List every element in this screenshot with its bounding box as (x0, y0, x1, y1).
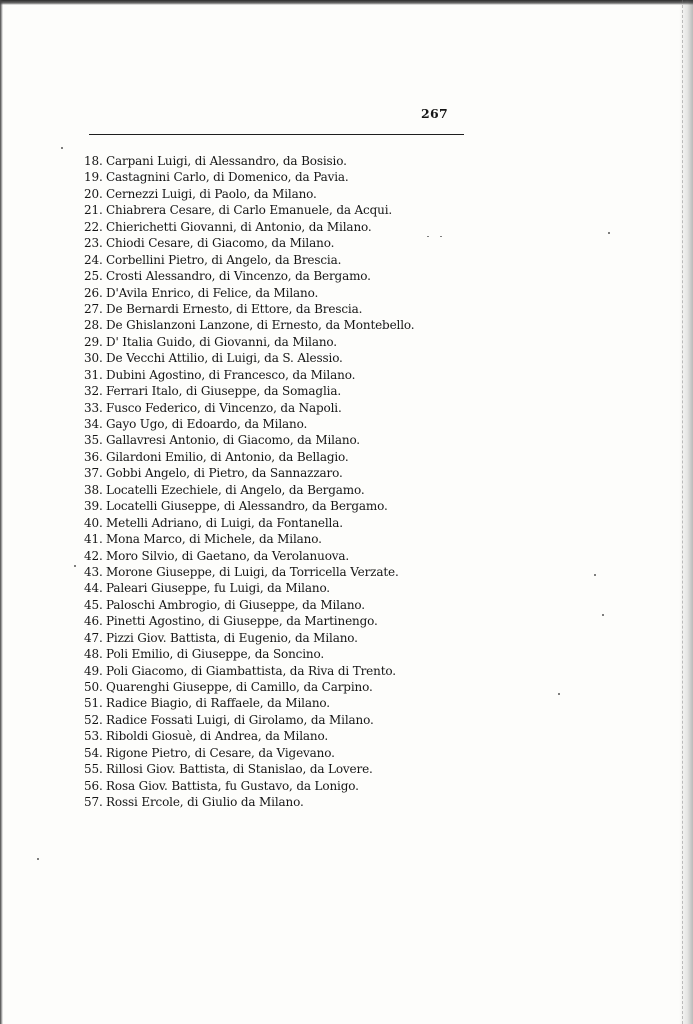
entry-text: Paleari Giuseppe, fu Luigi, da Milano. (106, 581, 330, 596)
list-item (84, 794, 414, 810)
entry-number: 36. (84, 449, 103, 464)
entry-text: Cernezzi Luigi, di Paolo, da Milano. (106, 186, 317, 201)
list-item (84, 252, 414, 268)
list-item (84, 202, 414, 218)
list-item (84, 695, 414, 711)
entry-text: Metelli Adriano, di Luigi, da Fontanella. (106, 515, 343, 530)
scan-speck (74, 565, 76, 567)
entry-text: Gallavresi Antonio, di Giacomo, da Milano. (106, 433, 360, 448)
entry-number: 29. (84, 334, 103, 349)
list-item (84, 285, 414, 301)
list-item (84, 778, 414, 794)
list-item (84, 630, 414, 646)
entry-text: Locatelli Ezechiele, di Angelo, da Bergamo. (106, 482, 365, 497)
entry-number: 32. (84, 384, 103, 399)
entry-text: Mona Marco, di Michele, da Milano. (106, 532, 322, 547)
list-item (84, 498, 414, 514)
scan-speck (608, 232, 610, 234)
entry-text: Gayo Ugo, di Edoardo, da Milano. (106, 417, 308, 431)
entry-text: Riboldi Giosuè, di Andrea, da Milano. (106, 729, 329, 744)
list-item (84, 663, 414, 679)
entry-number: 25. (84, 269, 103, 284)
entry-text: Paloschi Ambrogio, di Giuseppe, da Milano. (106, 597, 365, 612)
entry-number: 54. (84, 745, 103, 760)
entry-text: Fusco Federico, di Vincenzo, da Napoli. (106, 400, 342, 415)
list-item (84, 712, 414, 728)
entry-text: Corbellini Pietro, di Angelo, da Brescia. (106, 252, 342, 267)
entry-number: 45. (84, 597, 103, 612)
scan-speck (558, 693, 560, 695)
entry-text: Poli Emilio, di Giuseppe, da Soncino. (106, 647, 325, 662)
entry-text: Chierichetti Giovanni, di Antonio, da Milano. (106, 219, 372, 234)
entry-text: Quarenghi Giuseppe, di Camillo, da Carpino. (106, 680, 373, 694)
entry-text: Gobbi Angelo, di Pietro, da Sannazzaro. (106, 466, 343, 481)
entry-number: 41. (84, 532, 103, 547)
entry-number: 55. (84, 762, 103, 777)
entry-number: 30. (84, 351, 103, 366)
entry-number: 35. (84, 433, 103, 448)
entry-number: 40. (84, 515, 103, 530)
entry-text: Dubini Agostino, di Francesco, da Milano. (106, 367, 356, 382)
list-item (84, 597, 414, 613)
entry-number: 48. (84, 647, 103, 662)
entry-text: De Bernardi Ernesto, di Ettore, da Brescia. (106, 301, 363, 316)
entry-number: 38. (84, 482, 103, 497)
entry-text: Rossi Ercole, di Giulio da Milano. (106, 795, 304, 810)
name-list (84, 153, 414, 811)
entry-text: De Ghislanzoni Lanzone, di Ernesto, da Montebello. (106, 318, 415, 333)
entry-text: Pizzi Giov. Battista, di Eugenio, da Milano. (106, 630, 358, 645)
entry-number: 53. (84, 729, 103, 744)
list-item (84, 350, 414, 366)
entry-number: 21. (84, 203, 103, 218)
entry-number: 33. (84, 400, 103, 415)
entry-number: 27. (84, 301, 103, 316)
list-item (84, 235, 414, 251)
scan-speck (594, 574, 596, 576)
list-item (84, 564, 414, 580)
entry-text: Carpani Luigi, di Alessandro, da Bosisio. (106, 154, 347, 168)
list-item (84, 219, 414, 235)
list-item (84, 449, 414, 465)
scan-left-edge (0, 0, 3, 1024)
list-item (84, 317, 414, 333)
list-item (84, 613, 414, 629)
list-item (84, 482, 414, 498)
entry-text: Poli Giacomo, di Giambattista, da Riva di Trento. (106, 663, 396, 678)
list-item (84, 153, 414, 169)
list-item (84, 745, 414, 761)
entry-number: 34. (84, 417, 103, 431)
list-item (84, 465, 414, 481)
list-item (84, 761, 414, 777)
list-item (84, 186, 414, 202)
entry-number: 43. (84, 564, 103, 579)
entry-number: 46. (84, 614, 103, 629)
entry-text: Radice Fossati Luigi, di Girolamo, da Milano. (106, 712, 374, 727)
list-item (84, 169, 414, 185)
entry-number: 23. (84, 236, 103, 251)
list-item (84, 548, 414, 564)
entry-number: 47. (84, 630, 103, 645)
entry-text: Locatelli Giuseppe, di Alessandro, da Bergamo. (106, 499, 388, 514)
entry-number: 37. (84, 466, 103, 481)
scan-speck (602, 614, 604, 616)
list-item (84, 416, 414, 432)
header-rule (89, 134, 464, 135)
scan-speck (440, 236, 442, 237)
entry-number: 28. (84, 318, 103, 333)
entry-number: 39. (84, 499, 103, 514)
scan-speck (427, 236, 429, 237)
list-item (84, 515, 414, 531)
scan-binding-line (682, 0, 684, 1024)
entry-number: 49. (84, 663, 103, 678)
list-item (84, 432, 414, 448)
entry-text: Chiabrera Cesare, di Carlo Emanuele, da Acqui. (106, 203, 393, 218)
list-item (84, 400, 414, 416)
entry-number: 26. (84, 285, 103, 300)
entry-text: Crosti Alessandro, di Vincenzo, da Bergamo. (106, 269, 371, 284)
scan-top-edge (0, 0, 693, 5)
entry-text: Moro Silvio, di Gaetano, da Verolanuova. (106, 548, 350, 563)
entry-number: 31. (84, 367, 103, 382)
scan-speck (61, 147, 63, 149)
list-item (84, 334, 414, 350)
entry-number: 42. (84, 548, 103, 563)
list-item (84, 679, 414, 695)
entry-text: Radice Biagio, di Raffaele, da Milano. (106, 696, 330, 711)
entry-number: 52. (84, 712, 103, 727)
entry-text: D'Avila Enrico, di Felice, da Milano. (106, 285, 319, 300)
entry-number: 51. (84, 696, 103, 711)
list-item (84, 580, 414, 596)
list-item (84, 268, 414, 284)
list-item (84, 383, 414, 399)
entry-number: 18. (84, 154, 103, 168)
entry-text: Pinetti Agostino, di Giuseppe, da Martinengo. (106, 614, 378, 629)
entry-text: Rosa Giov. Battista, fu Gustavo, da Lonigo. (106, 778, 359, 793)
entry-text: Castagnini Carlo, di Domenico, da Pavia. (106, 170, 349, 185)
entry-number: 50. (84, 680, 103, 694)
list-item (84, 646, 414, 662)
entry-number: 24. (84, 252, 103, 267)
entry-text: Rigone Pietro, di Cesare, da Vigevano. (106, 745, 335, 760)
entry-text: Gilardoni Emilio, di Antonio, da Bellagio. (106, 449, 349, 464)
entry-number: 20. (84, 186, 103, 201)
entry-text: Morone Giuseppe, di Luigi, da Torricella Verzate. (106, 564, 399, 579)
list-item (84, 728, 414, 744)
entry-number: 44. (84, 581, 103, 596)
entry-number: 56. (84, 778, 103, 793)
entry-number: 22. (84, 219, 103, 234)
list-item (84, 301, 414, 317)
entry-text: De Vecchi Attilio, di Luigi, da S. Alessio. (106, 351, 343, 366)
list-item (84, 367, 414, 383)
entry-text: Ferrari Italo, di Giuseppe, da Somaglia. (106, 384, 341, 399)
entry-text: D' Italia Guido, di Giovanni, da Milano. (106, 334, 337, 349)
entry-text: Chiodi Cesare, di Giacomo, da Milano. (106, 236, 335, 251)
entry-text: Rillosi Giov. Battista, di Stanislao, da Lovere. (106, 762, 373, 777)
scan-speck (37, 858, 39, 860)
list-item (84, 531, 414, 547)
entry-number: 57. (84, 795, 103, 810)
page-number: 267 (421, 106, 448, 121)
entry-number: 19. (84, 170, 103, 185)
